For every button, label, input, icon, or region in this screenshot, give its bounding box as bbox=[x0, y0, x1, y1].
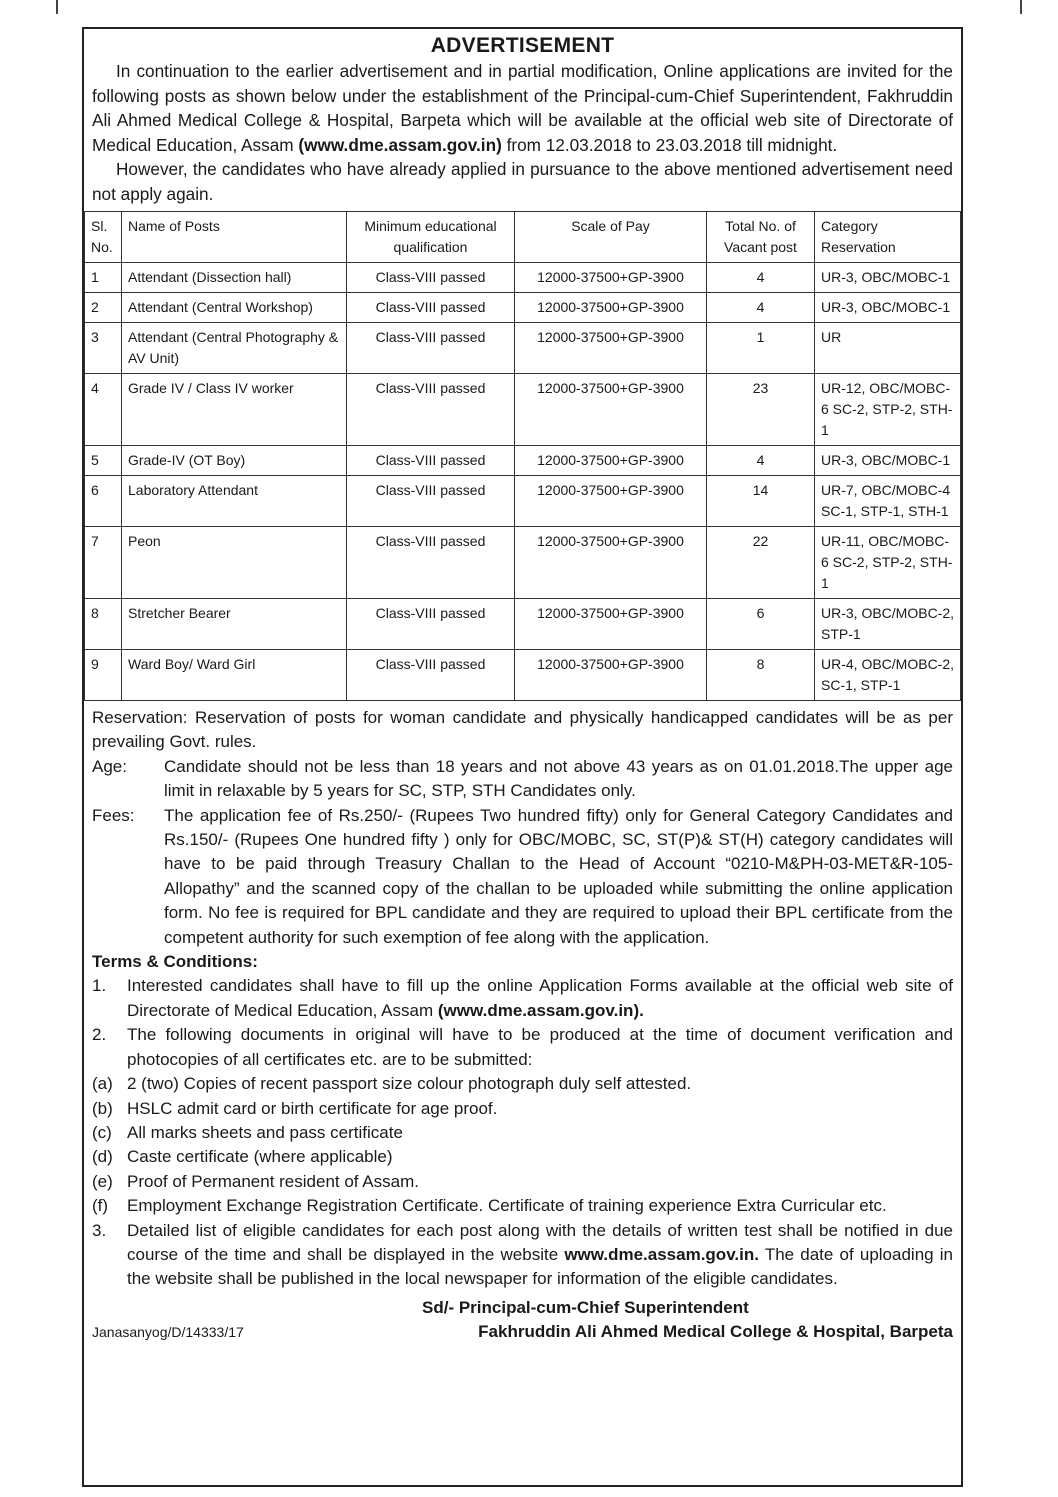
intro-paragraph-1 bbox=[92, 59, 953, 157]
age-text: Candidate should not be less than 18 years and not above 43 years as on 01.01.2018.The upper age limit in relaxable by 5 years for SC, STP, STH Candidates only. bbox=[164, 756, 953, 801]
cell-vacant: 1 bbox=[707, 323, 815, 374]
cell-sl: 2 bbox=[85, 293, 122, 323]
document-item bbox=[92, 1097, 953, 1121]
cell-pay: 12000-37500+GP-3900 bbox=[515, 263, 707, 293]
age-note bbox=[92, 755, 953, 804]
fees-label: Fees: bbox=[92, 805, 135, 825]
term-text: Detailed list of eligible candidates for each post along with the details of written test shall be notified in due course of the time and shall be displayed in the website bbox=[127, 1220, 953, 1264]
term-item-3 bbox=[92, 1219, 953, 1292]
cell-post: Stretcher Bearer bbox=[122, 599, 347, 650]
cell-qualification: Class-VIII passed bbox=[347, 263, 515, 293]
document-letter: (e) bbox=[92, 1171, 113, 1191]
table-row bbox=[85, 446, 961, 476]
cell-sl: 6 bbox=[85, 476, 122, 527]
document-text: Caste certificate (where applicable) bbox=[127, 1147, 393, 1167]
fees-text: The application fee of Rs.250/- (Rupees Two hundred fifty) only for General Category Candidates and Rs.150/- (Rupees One hundred fifty ) only for OBC/MOBC, SC, ST(P)& ST(H) category candidates will have to be paid through Treasury Challan to the Head of Account “0210-M&PH-03-MET&R-105- Allopathy” and the scanned copy of the challan to be uploaded while submitting the online application form. No fee is required for BPL candidate and they are required to upload their BPL certificate from the competent authority for such exemption of fee along with the application. bbox=[164, 805, 953, 947]
column-header-reservation: Category Reservation bbox=[815, 212, 961, 263]
document-item bbox=[92, 1145, 953, 1169]
document-letter: (c) bbox=[92, 1122, 112, 1142]
cell-sl: 3 bbox=[85, 323, 122, 374]
intro-dates: from 12.03.2018 to 23.03.2018 till midnight. bbox=[506, 134, 838, 155]
cell-qualification: Class-VIII passed bbox=[347, 527, 515, 599]
document-item bbox=[92, 1072, 953, 1096]
term-number: 3. bbox=[92, 1220, 107, 1240]
document-item bbox=[92, 1170, 953, 1194]
cell-post: Grade IV / Class IV worker bbox=[122, 374, 347, 446]
cell-post: Grade-IV (OT Boy) bbox=[122, 446, 347, 476]
cell-qualification: Class-VIII passed bbox=[347, 650, 515, 701]
table-row bbox=[85, 527, 961, 599]
posts-table bbox=[84, 211, 961, 701]
conditions-section bbox=[92, 706, 953, 1292]
top-border-mark-right bbox=[1020, 0, 1022, 14]
cell-pay: 12000-37500+GP-3900 bbox=[515, 446, 707, 476]
document-item bbox=[92, 1121, 953, 1145]
cell-qualification: Class-VIII passed bbox=[347, 374, 515, 446]
table-header-row bbox=[85, 212, 961, 263]
column-header-sl: Sl. No. bbox=[85, 212, 122, 263]
cell-post: Attendant (Central Workshop) bbox=[122, 293, 347, 323]
cell-sl: 7 bbox=[85, 527, 122, 599]
cell-pay: 12000-37500+GP-3900 bbox=[515, 650, 707, 701]
term-text-continued: The date of uploading in the website shall be published in the local newspaper for information of the eligible candidates. bbox=[127, 1244, 953, 1289]
table-row bbox=[85, 650, 961, 701]
advertisement-frame bbox=[82, 27, 963, 1487]
term-number: 1. bbox=[92, 976, 107, 996]
cell-post: Ward Boy/ Ward Girl bbox=[122, 650, 347, 701]
cell-vacant: 6 bbox=[707, 599, 815, 650]
table-row bbox=[85, 293, 961, 323]
table-row bbox=[85, 263, 961, 293]
table-row bbox=[85, 323, 961, 374]
document-letter: (a) bbox=[92, 1074, 113, 1094]
cell-sl: 1 bbox=[85, 263, 122, 293]
document-text: Employment Exchange Registration Certificate. Certificate of training experience Extra Curricular etc. bbox=[127, 1196, 887, 1216]
signature-line-2: Fakhruddin Ali Ahmed Medical College & Hospital, Barpeta bbox=[478, 1321, 953, 1341]
advertisement-body bbox=[92, 33, 953, 1344]
cell-reservation: UR-3, OBC/MOBC-1 bbox=[815, 293, 961, 323]
column-header-qualification: Minimum educational qualification bbox=[347, 212, 515, 263]
reservation-label: Reservation: bbox=[92, 708, 188, 727]
document-text: Proof of Permanent resident of Assam. bbox=[127, 1171, 419, 1191]
cell-sl: 8 bbox=[85, 599, 122, 650]
term-number: 2. bbox=[92, 1025, 107, 1045]
column-header-pay: Scale of Pay bbox=[515, 212, 707, 263]
cell-vacant: 4 bbox=[707, 446, 815, 476]
cell-sl: 5 bbox=[85, 446, 122, 476]
document-text: All marks sheets and pass certificate bbox=[127, 1122, 403, 1142]
intro-text: In continuation to the earlier advertisement and in partial modification, Online applications are invited for the following posts as shown below under the establishment of the Principal-cum-Chief Superintendent, Fakhruddin Ali Ahmed Medical College & Hospital, Barpeta which will be available at the official web site of Directorate of Medical Education, Assam bbox=[92, 61, 953, 155]
cell-vacant: 14 bbox=[707, 476, 815, 527]
cell-vacant: 8 bbox=[707, 650, 815, 701]
term-item-2 bbox=[92, 1023, 953, 1072]
cell-reservation: UR-4, OBC/MOBC-2, SC-1, STP-1 bbox=[815, 650, 961, 701]
table-row bbox=[85, 374, 961, 446]
cell-reservation: UR bbox=[815, 323, 961, 374]
term-text: The following documents in original will have to be produced at the time of document verification and photocopies of all certificates etc. are to be submitted: bbox=[127, 1025, 953, 1069]
document-letter: (b) bbox=[92, 1098, 113, 1118]
document-item bbox=[92, 1194, 953, 1218]
cell-qualification: Class-VIII passed bbox=[347, 446, 515, 476]
intro-paragraph-2: However, the candidates who have already applied in pursuance to the above mentioned advertisement need not apply again. bbox=[92, 159, 953, 204]
reservation-note bbox=[92, 706, 953, 755]
website-link[interactable]: (www.dme.assam.gov.in) bbox=[298, 134, 502, 155]
signature-line-1: Sd/- Principal-cum-Chief Superintendent bbox=[422, 1297, 749, 1317]
term-item-1 bbox=[92, 974, 953, 1023]
cell-qualification: Class-VIII passed bbox=[347, 323, 515, 374]
term-text: Interested candidates shall have to fill up the online Application Forms available at the official web site of Directorate of Medical Education, Assam bbox=[127, 976, 953, 1020]
column-header-post: Name of Posts bbox=[122, 212, 347, 263]
website-link[interactable]: (www.dme.assam.gov.in). bbox=[437, 1000, 644, 1020]
cell-reservation: UR-3, OBC/MOBC-1 bbox=[815, 263, 961, 293]
cell-vacant: 22 bbox=[707, 527, 815, 599]
cell-post: Laboratory Attendant bbox=[122, 476, 347, 527]
cell-vacant: 4 bbox=[707, 263, 815, 293]
cell-qualification: Class-VIII passed bbox=[347, 476, 515, 527]
page-title: ADVERTISEMENT bbox=[430, 34, 615, 57]
cell-post: Attendant (Dissection hall) bbox=[122, 263, 347, 293]
cell-pay: 12000-37500+GP-3900 bbox=[515, 527, 707, 599]
reservation-text: Reservation of posts for woman candidate and physically handicapped candidates will be as per prevailing Govt. rules. bbox=[92, 708, 953, 752]
cell-post: Attendant (Central Photography & AV Unit) bbox=[122, 323, 347, 374]
cell-pay: 12000-37500+GP-3900 bbox=[515, 374, 707, 446]
document-letter: (f) bbox=[92, 1196, 109, 1216]
cell-post: Peon bbox=[122, 527, 347, 599]
terms-heading: Terms & Conditions: bbox=[92, 952, 258, 972]
cell-qualification: Class-VIII passed bbox=[347, 599, 515, 650]
signature-block bbox=[92, 1296, 953, 1344]
document-text: HSLC admit card or birth certificate for age proof. bbox=[127, 1098, 498, 1118]
cell-sl: 9 bbox=[85, 650, 122, 701]
age-label: Age: bbox=[92, 756, 127, 776]
reference-number: Janasanyog/D/14333/17 bbox=[92, 1323, 244, 1340]
cell-reservation: UR-12, OBC/MOBC-6 SC-2, STP-2, STH-1 bbox=[815, 374, 961, 446]
cell-pay: 12000-37500+GP-3900 bbox=[515, 323, 707, 374]
cell-reservation: UR-7, OBC/MOBC-4 SC-1, STP-1, STH-1 bbox=[815, 476, 961, 527]
top-border-mark-left bbox=[56, 0, 58, 14]
cell-sl: 4 bbox=[85, 374, 122, 446]
cell-vacant: 23 bbox=[707, 374, 815, 446]
cell-pay: 12000-37500+GP-3900 bbox=[515, 599, 707, 650]
table-row bbox=[85, 476, 961, 527]
website-link[interactable]: www.dme.assam.gov.in. bbox=[564, 1244, 759, 1264]
cell-qualification: Class-VIII passed bbox=[347, 293, 515, 323]
cell-reservation: UR-3, OBC/MOBC-1 bbox=[815, 446, 961, 476]
fees-note bbox=[92, 804, 953, 950]
cell-reservation: UR-3, OBC/MOBC-2, STP-1 bbox=[815, 599, 961, 650]
document-letter: (d) bbox=[92, 1147, 113, 1167]
document-text: 2 (two) Copies of recent passport size colour photograph duly self attested. bbox=[127, 1074, 692, 1094]
intro bbox=[92, 59, 953, 206]
column-header-vacant: Total No. of Vacant post bbox=[707, 212, 815, 263]
table-row bbox=[85, 599, 961, 650]
cell-vacant: 4 bbox=[707, 293, 815, 323]
cell-reservation: UR-11, OBC/MOBC-6 SC-2, STP-2, STH-1 bbox=[815, 527, 961, 599]
cell-pay: 12000-37500+GP-3900 bbox=[515, 293, 707, 323]
cell-pay: 12000-37500+GP-3900 bbox=[515, 476, 707, 527]
